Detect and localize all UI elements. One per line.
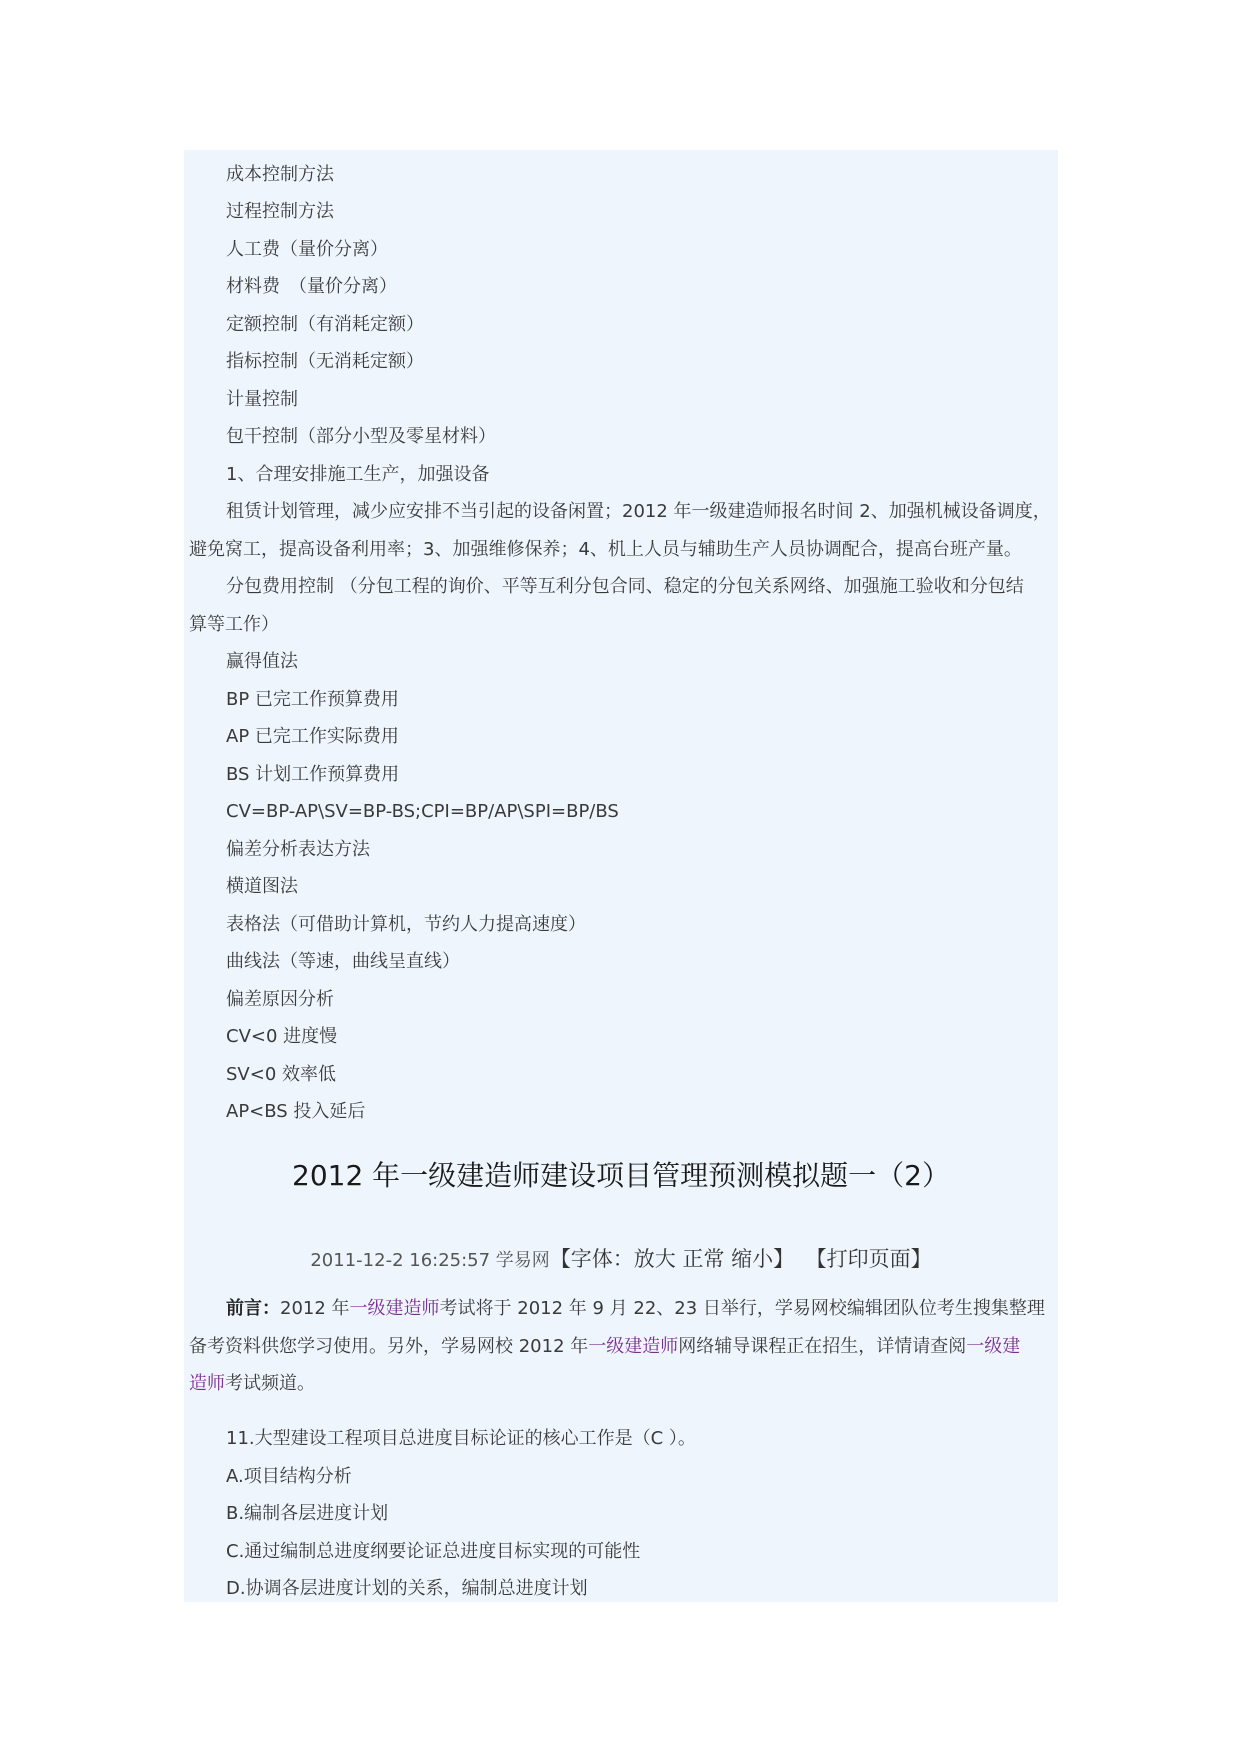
list-item: 曲线法（等速，曲线呈直线）: [226, 951, 460, 972]
list-item: BS 计划工作预算费用: [226, 764, 400, 785]
list-item: AP<BS 投入延后: [226, 1101, 366, 1122]
list-item: 成本控制方法: [226, 164, 334, 185]
list-item: CV=BP-AP\SV=BP-BS;CPI=BP/AP\SPI=BP/BS: [226, 801, 619, 822]
article-date: 2011-12-2 16:25:57 学易网: [310, 1250, 550, 1271]
question-option: B.编制各层进度计划: [226, 1503, 389, 1524]
article-title: 2012 年一级建造师建设项目管理预测模拟题一（2）: [292, 1159, 950, 1192]
list-item: 指标控制（无消耗定额）: [226, 351, 424, 372]
list-item: 定额控制（有消耗定额）: [226, 314, 424, 335]
list-item: 计量控制: [226, 389, 298, 410]
question-stem: 11.大型建设工程项目总进度目标论证的核心工作是（C ）。: [226, 1428, 696, 1449]
question-option: D.协调各层进度计划的关系，编制总进度计划: [226, 1578, 588, 1599]
list-item: 材料费 （量价分离）: [226, 276, 397, 297]
list-item: AP 已完工作实际费用: [226, 726, 399, 747]
preface-line: 前言：2012 年一级建造师考试将于 2012 年 9 月 22、23 日举行，学易网校编辑团队位考生搜集整理: [226, 1298, 1045, 1319]
preface-line: 造师考试频道。: [189, 1373, 315, 1394]
list-item: 横道图法: [226, 876, 298, 897]
exam-link[interactable]: 一级建造师: [349, 1298, 440, 1319]
question-option: C.通过编制总进度纲要论证总进度目标实现的可能性: [226, 1541, 641, 1562]
paragraph-line: 租赁计划管理，减少应安排不当引起的设备闲置；2012 年一级建造师报名时间 2、加强机械设备调度，: [226, 501, 1051, 522]
list-item: 赢得值法: [226, 651, 298, 672]
print-page-link[interactable]: 【打印页面】: [805, 1247, 932, 1271]
list-item: BP 已完工作预算费用: [226, 689, 399, 710]
exam-channel-link[interactable]: 造师: [189, 1373, 225, 1394]
list-item: 表格法（可借助计算机，节约人力提高速度）: [226, 914, 586, 935]
paragraph-line: 算等工作）: [189, 614, 279, 635]
exam-channel-link[interactable]: 一级建: [966, 1336, 1021, 1357]
list-item: 偏差分析表达方法: [226, 839, 370, 860]
preface-line: 备考资料供您学习使用。另外，学易网校 2012 年一级建造师网络辅导课程正在招生，详情请查阅一级建: [189, 1336, 1021, 1357]
paragraph-line: 分包费用控制 （分包工程的询价、平等互利分包合同、稳定的分包关系网络、加强施工验收和分包结: [226, 576, 1024, 597]
list-item: 偏差原因分析: [226, 989, 334, 1010]
exam-link[interactable]: 一级建造师: [588, 1336, 679, 1357]
list-item: 过程控制方法: [226, 201, 334, 222]
preface-label: 前言：: [226, 1298, 280, 1319]
list-item: SV<0 效率低: [226, 1064, 336, 1085]
paragraph-line: 避免窝工，提高设备利用率；3、加强维修保养；4、机上人员与辅助生产人员协调配合，提高台班产量。: [189, 539, 1022, 560]
list-item: 包干控制（部分小型及零星材料）: [226, 426, 496, 447]
list-item: 人工费（量价分离）: [226, 239, 388, 260]
list-item: CV<0 进度慢: [226, 1026, 338, 1047]
question-option: A.项目结构分析: [226, 1466, 352, 1487]
font-size-controls[interactable]: 【字体：放大 正常 缩小】: [549, 1247, 795, 1271]
list-item: 1、合理安排施工生产，加强设备: [226, 464, 490, 485]
article-meta: [189, 1246, 1053, 1274]
